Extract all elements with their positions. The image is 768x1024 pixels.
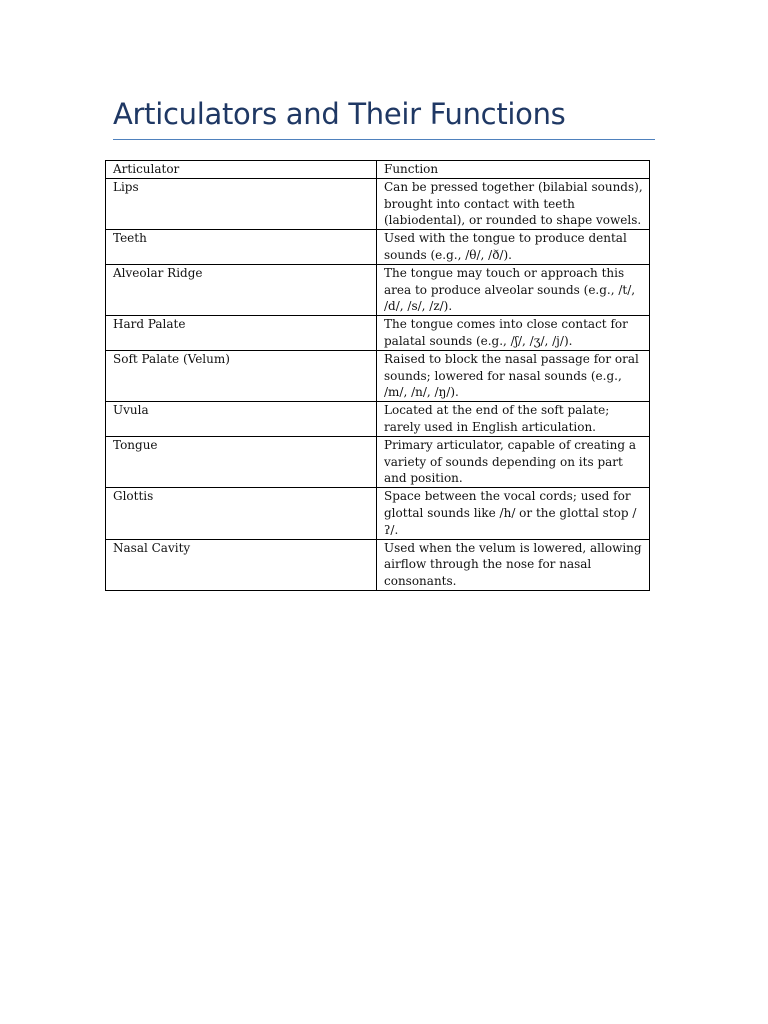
articulator-cell: Nasal Cavity <box>106 539 377 590</box>
function-cell: Space between the vocal cords; used for glottal sounds like /h/ or the glottal stop /ʔ/. <box>377 488 650 539</box>
table-row <box>106 264 650 315</box>
table-row <box>106 488 650 539</box>
function-cell: Located at the end of the soft palate; rarely used in English articulation. <box>377 402 650 437</box>
column-header-articulator: Articulator <box>106 161 377 179</box>
table-row <box>106 350 650 401</box>
table-row <box>106 230 650 265</box>
function-cell: The tongue may touch or approach this area to produce alveolar sounds (e.g., /t/, /d/, /s/, /z/). <box>377 264 650 315</box>
table-row <box>106 539 650 590</box>
articulator-cell: Glottis <box>106 488 377 539</box>
function-cell: The tongue comes into close contact for palatal sounds (e.g., /ʃ/, /ʒ/, /j/). <box>377 316 650 351</box>
articulators-table <box>105 160 650 591</box>
articulator-cell: Tongue <box>106 436 377 487</box>
function-cell: Raised to block the nasal passage for oral sounds; lowered for nasal sounds (e.g., /m/, /n/, /ŋ/). <box>377 350 650 401</box>
function-cell: Used when the velum is lowered, allowing airflow through the nose for nasal consonants. <box>377 539 650 590</box>
articulator-cell: Alveolar Ridge <box>106 264 377 315</box>
articulator-cell: Soft Palate (Velum) <box>106 350 377 401</box>
articulator-cell: Lips <box>106 178 377 229</box>
table-header-row <box>106 161 650 179</box>
table-row <box>106 316 650 351</box>
function-cell: Used with the tongue to produce dental sounds (e.g., /θ/, /ð/). <box>377 230 650 265</box>
function-cell: Can be pressed together (bilabial sounds), brought into contact with teeth (labiodental), or rounded to shape vowels. <box>377 178 650 229</box>
table-row <box>106 178 650 229</box>
articulator-cell: Uvula <box>106 402 377 437</box>
page-title: Articulators and Their Functions <box>113 97 566 131</box>
articulator-cell: Teeth <box>106 230 377 265</box>
title-underline <box>113 139 655 140</box>
column-header-function: Function <box>377 161 650 179</box>
articulator-cell: Hard Palate <box>106 316 377 351</box>
table-row <box>106 436 650 487</box>
function-cell: Primary articulator, capable of creating a variety of sounds depending on its part and position. <box>377 436 650 487</box>
table-row <box>106 402 650 437</box>
